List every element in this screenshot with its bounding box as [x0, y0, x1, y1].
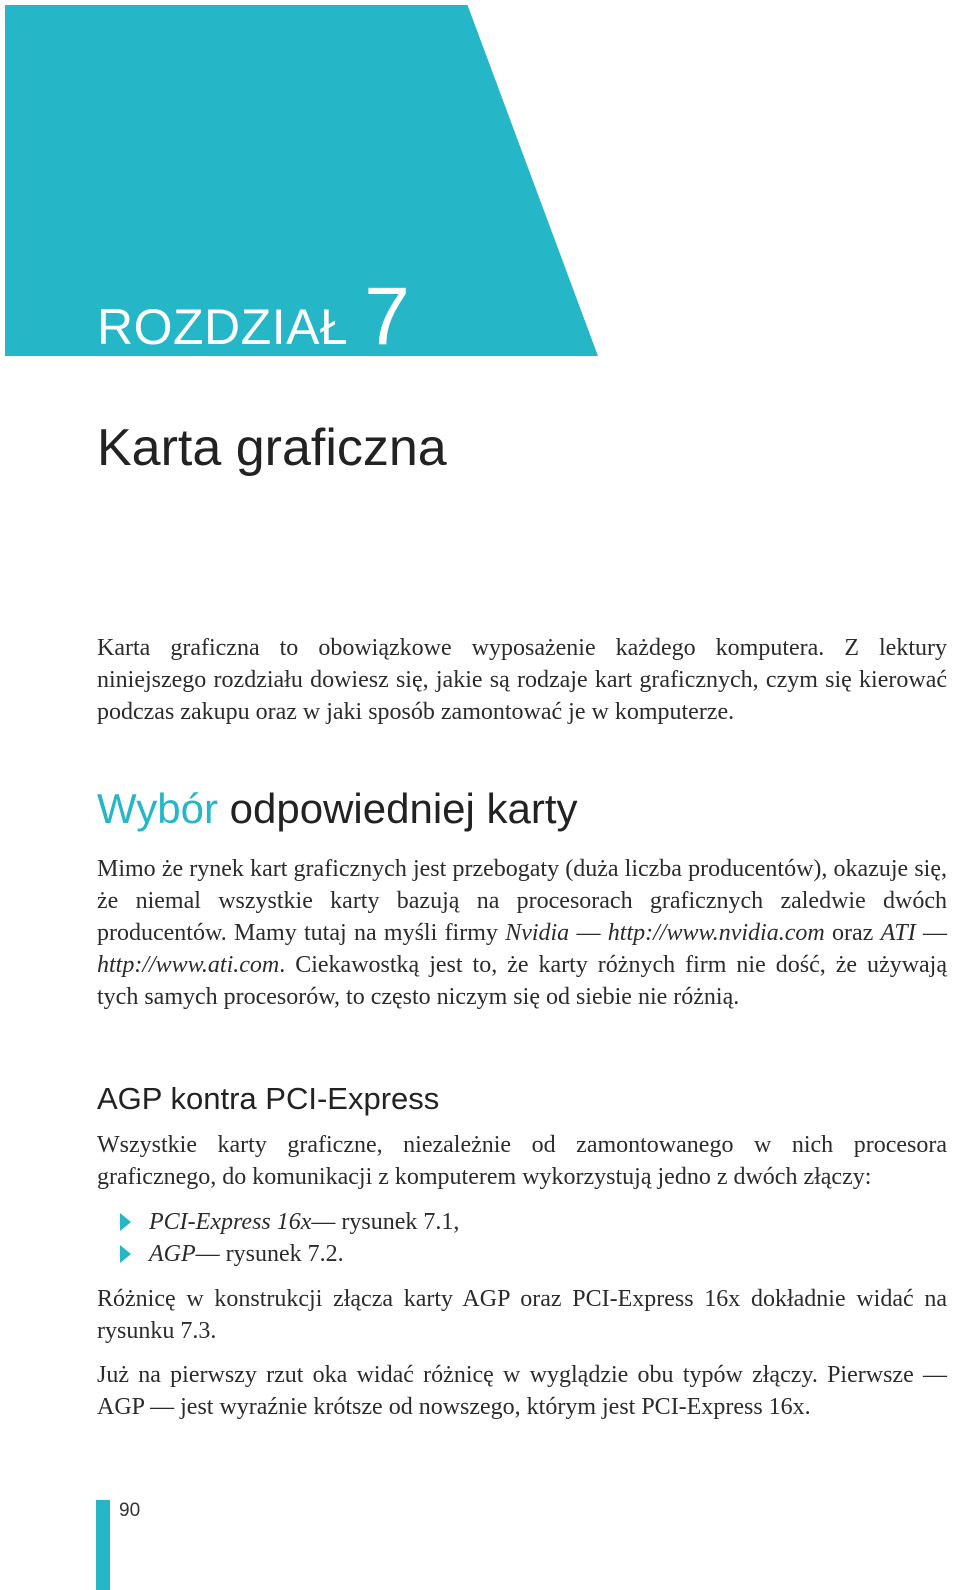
- chapter-title: Karta graficzna: [97, 419, 447, 477]
- bullet-term: AGP: [149, 1241, 196, 1267]
- bullet-text: — rysunek 7.2.: [195, 1241, 344, 1267]
- section-heading-rest: odpowiedniej karty: [217, 785, 578, 832]
- bullet-triangle-icon: [120, 1213, 131, 1231]
- list-item: [120, 1238, 459, 1270]
- section-heading-wybor: [97, 786, 578, 832]
- section1-text-a: Mimo że rynek kart graficznych jest przebogaty (duża liczba producentów), okazuje się, że niemal wszystkie karty bazują na procesorach graficznych zaledwie dwóch producentów. Mamy tutaj na myśli firmy: [97, 856, 947, 946]
- page-number: 90: [119, 1500, 141, 1521]
- section1-text-b: . Ciekawostką jest to, że karty różnych firm nie dość, że używają tych samych procesorów, to często niczym się od siebie nie różnią.: [97, 952, 947, 1010]
- dash: —: [915, 920, 948, 946]
- section-heading-agp: AGP kontra PCI-Express: [97, 1081, 440, 1116]
- conjunction: oraz: [824, 920, 881, 946]
- nvidia-url-link[interactable]: http://www.nvidia.com: [607, 920, 825, 946]
- nvidia-name: Nvidia: [505, 920, 570, 946]
- section2-paragraph-3: Już na pierwszy rzut oka widać różnicę w wyglądzie obu typów złączy. Pierwsze — AGP — jest wyraźnie krótsze od nowszego, którym jest PCI-Express 16x.: [97, 1362, 947, 1420]
- ati-name: ATI: [880, 920, 916, 946]
- bullet-triangle-icon: [120, 1245, 131, 1263]
- intro-paragraph: Karta graficzna to obowiązkowe wyposażenie każdego komputera. Z lektury niniejszego rozdziału dowiesz się, jakie są rodzaje kart graficznych, czym się kierować podczas zakupu oraz w jaki sposób zamontować je w komputerze.: [97, 635, 947, 725]
- connector-list: [120, 1206, 459, 1270]
- chapter-word: ROZDZIAŁ: [97, 299, 349, 355]
- section1-paragraph: [97, 853, 947, 1013]
- chapter-number: 7: [364, 271, 410, 362]
- section-heading-accent: Wybór: [97, 785, 218, 832]
- list-item: [120, 1206, 459, 1238]
- section2-paragraph-2: Różnicę w konstrukcji złącza karty AGP oraz PCI-Express 16x dokładnie widać na rysunku 7.3.: [97, 1286, 947, 1344]
- bullet-term: PCI-Express 16x: [149, 1209, 312, 1235]
- dash: —: [569, 920, 608, 946]
- footer-accent-bar: [96, 1500, 110, 1590]
- bullet-text: — rysunek 7.1,: [311, 1209, 460, 1235]
- section2-paragraph-1: Wszystkie karty graficzne, niezależnie od zamontowanego w nich procesora graficznego, do komunikacji z komputerem wykorzystują jedno z dwóch złączy:: [97, 1132, 947, 1190]
- chapter-label: [97, 271, 410, 362]
- ati-url-link[interactable]: http://www.ati.com: [97, 952, 280, 978]
